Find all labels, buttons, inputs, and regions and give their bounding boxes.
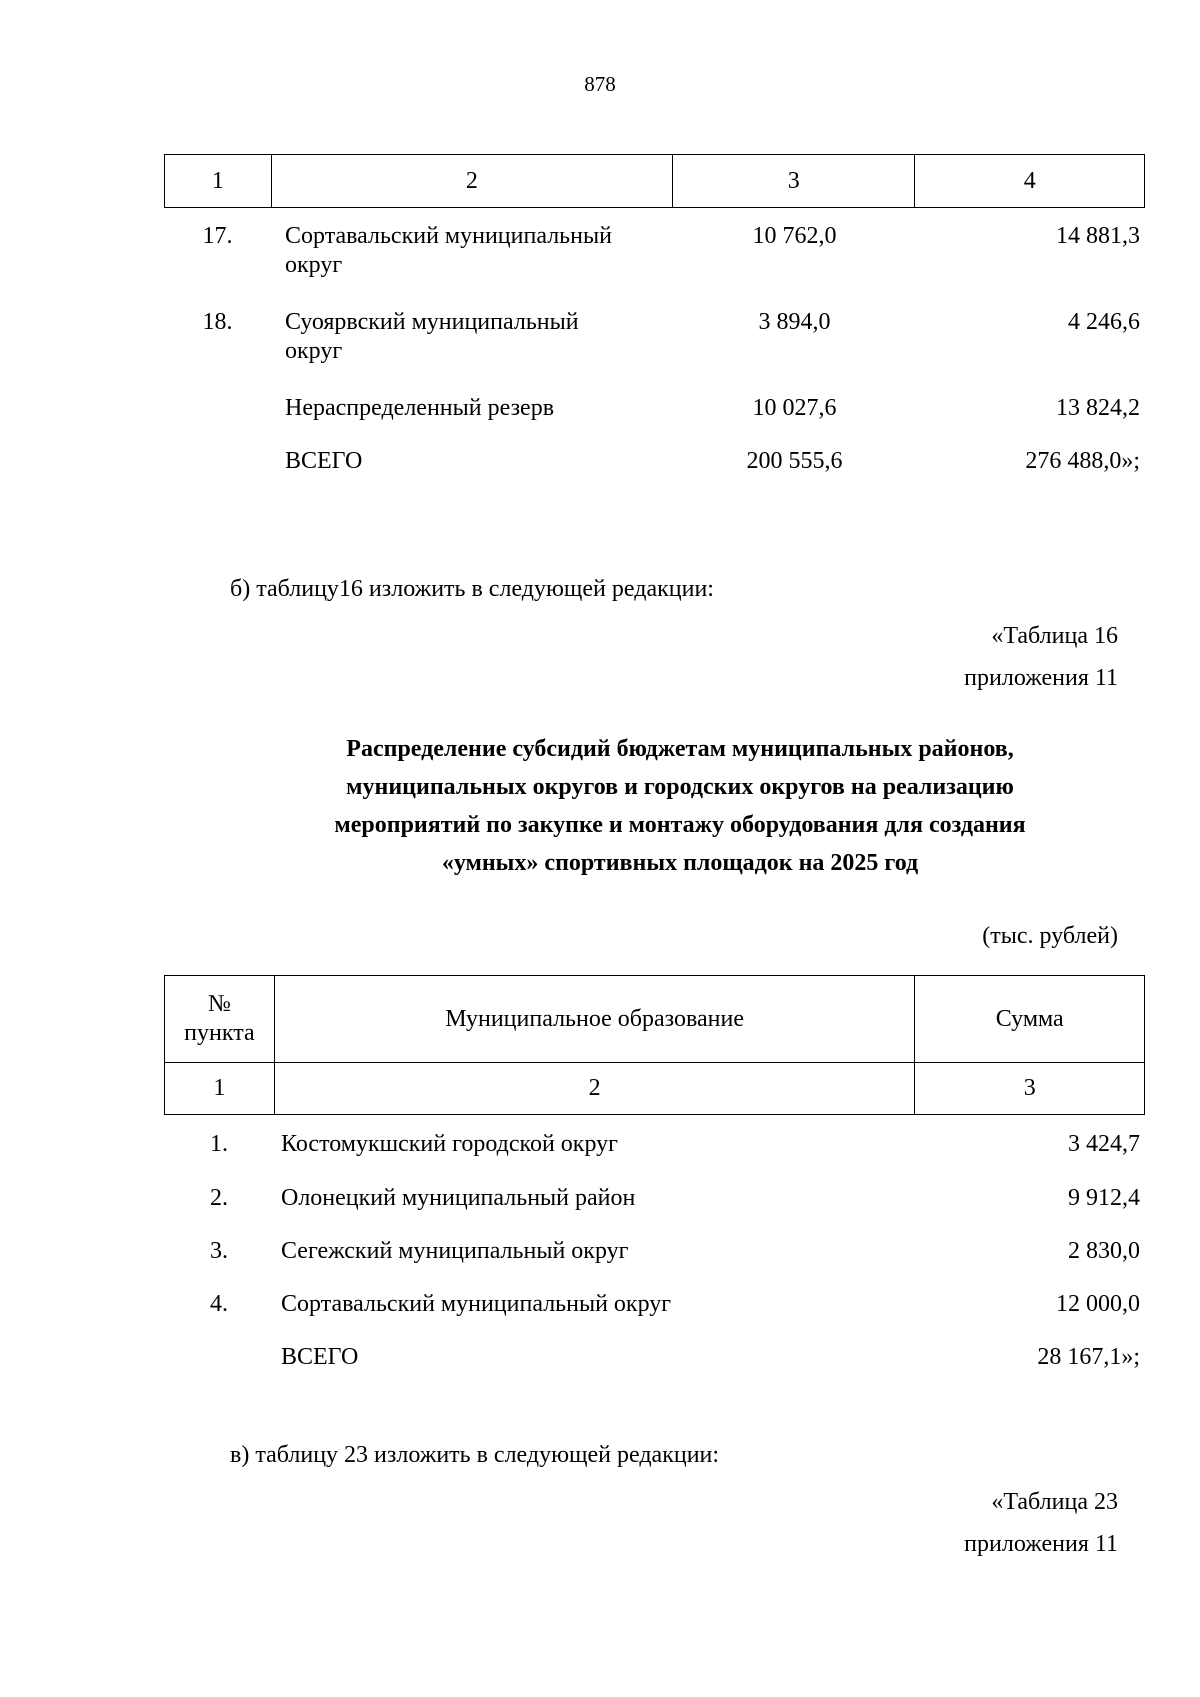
table2-row bbox=[164, 1130, 1145, 1159]
row-number: 3. bbox=[210, 1238, 228, 1264]
table1-header-col3: 3 bbox=[673, 155, 916, 207]
title-line1: Распределение субсидий бюджетам муниципальных районов, bbox=[346, 736, 1014, 762]
table1-header-col2: 2 bbox=[272, 155, 673, 207]
row-name: Костомукшский городской округ bbox=[281, 1131, 618, 1157]
table23-reference-line2: приложения 11 bbox=[964, 1530, 1118, 1557]
row-value-2025: 4 246,6 bbox=[1068, 309, 1140, 335]
table23-reference-line1: «Таблица 23 bbox=[991, 1489, 1118, 1515]
row-number: 2. bbox=[210, 1185, 228, 1211]
table2-row bbox=[164, 1237, 1145, 1266]
row-sum: 28 167,1»; bbox=[1037, 1344, 1140, 1370]
row-name: Олонецкий муниципальный район bbox=[281, 1185, 636, 1211]
header-item-number-line2: пункта bbox=[184, 1020, 255, 1046]
table16-reference-line1: «Таблица 16 bbox=[991, 623, 1118, 649]
row-number: 1. bbox=[210, 1131, 228, 1157]
row-value-2024: 10 762,0 bbox=[752, 223, 837, 249]
table2-row bbox=[164, 1290, 1145, 1319]
row-sum: 9 912,4 bbox=[1068, 1185, 1140, 1211]
table2-index-row bbox=[165, 1063, 1144, 1114]
row-name-line2: округ bbox=[285, 251, 343, 278]
header-sum: Сумма bbox=[995, 1005, 1064, 1032]
row-sum: 12 000,0 bbox=[1056, 1291, 1140, 1317]
index-col2: 2 bbox=[275, 1063, 916, 1114]
row-value-2025: 14 881,3 bbox=[1056, 223, 1140, 249]
table23-reference bbox=[964, 1488, 1118, 1559]
table2-header-row bbox=[165, 976, 1144, 1063]
row-name bbox=[271, 222, 673, 280]
row-name-line1: Суоярвский муниципальный bbox=[285, 309, 579, 335]
header-municipality: Муниципальное образование bbox=[275, 976, 916, 1062]
index-col3: 3 bbox=[1023, 1075, 1036, 1102]
row-name: Сегежский муниципальный округ bbox=[281, 1238, 629, 1264]
table1-header-col4: 4 bbox=[1023, 167, 1036, 194]
row-value-2025: 276 488,0»; bbox=[1025, 448, 1140, 474]
title-line2: муниципальных округов и городских округов на реализацию bbox=[346, 774, 1014, 800]
table2-row bbox=[164, 1184, 1145, 1213]
row-value-2024: 200 555,6 bbox=[746, 448, 843, 474]
table16-reference-line2: приложения 11 bbox=[964, 664, 1118, 691]
page-number: 878 bbox=[584, 72, 616, 96]
row-value-2024: 10 027,6 bbox=[752, 395, 837, 421]
row-number bbox=[164, 447, 271, 476]
row-name: Сортавальский муниципальный округ bbox=[281, 1291, 672, 1317]
units-note: (тыс. рублей) bbox=[982, 923, 1118, 949]
paragraph-b: б) таблицу16 изложить в следующей редакции: bbox=[230, 576, 714, 602]
paragraph-c: в) таблицу 23 изложить в следующей редакции: bbox=[230, 1442, 720, 1468]
row-value-2024: 3 894,0 bbox=[758, 309, 831, 335]
table16-reference bbox=[964, 622, 1118, 693]
row-number bbox=[164, 394, 271, 423]
table1-header-col1: 1 bbox=[165, 155, 272, 207]
row-name: Нераспределенный резерв bbox=[285, 395, 555, 421]
row-name bbox=[271, 308, 673, 366]
title-line4: «умных» спортивных площадок на 2025 год bbox=[441, 850, 919, 876]
index-col1: 1 bbox=[165, 1063, 275, 1114]
table2-total-row bbox=[164, 1343, 1145, 1372]
row-name-line1: Сортавальский муниципальный bbox=[285, 223, 612, 249]
row-sum: 3 424,7 bbox=[1068, 1131, 1140, 1157]
table16-title bbox=[240, 730, 1120, 882]
row-name: ВСЕГО bbox=[281, 1344, 359, 1370]
table2-header bbox=[164, 975, 1145, 1115]
table1-total-row bbox=[164, 447, 1145, 476]
row-number: 17. bbox=[202, 223, 233, 249]
row-name: ВСЕГО bbox=[285, 448, 363, 474]
table1-row bbox=[164, 222, 1145, 280]
header-item-number bbox=[165, 976, 275, 1062]
table1-header bbox=[164, 154, 1145, 208]
title-line3: мероприятий по закупке и монтажу оборудования для создания bbox=[334, 812, 1026, 838]
header-item-number-line1: № bbox=[207, 991, 231, 1018]
table1-row bbox=[164, 308, 1145, 366]
row-name-line2: округ bbox=[285, 337, 343, 364]
row-number: 18. bbox=[202, 309, 233, 335]
row-number: 4. bbox=[210, 1291, 228, 1317]
row-value-2025: 13 824,2 bbox=[1056, 395, 1140, 421]
row-sum: 2 830,0 bbox=[1068, 1238, 1140, 1264]
table1-row bbox=[164, 394, 1145, 423]
